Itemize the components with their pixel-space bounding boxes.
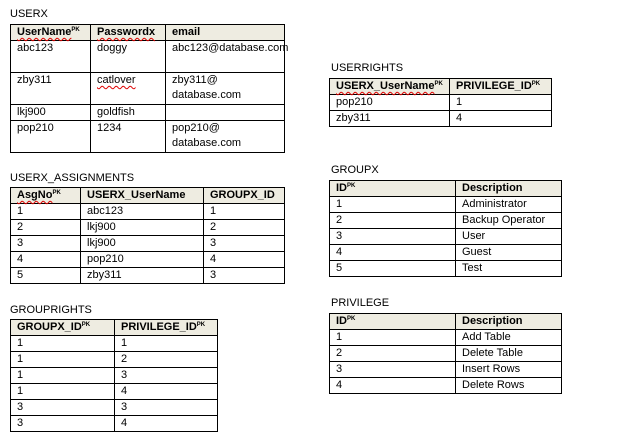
column-header-label: Passwordx [97,26,156,38]
table-cell: 1 [450,95,552,111]
header-row [11,188,285,204]
table-cell: abc123 [81,204,204,220]
table-cell: 1 [330,330,456,346]
column-header [166,25,285,41]
column-header [330,79,450,95]
column-header [11,320,115,336]
column-header [450,79,552,95]
userrights-table [329,78,552,127]
table-row [11,268,285,284]
table-cell: 3 [204,268,285,284]
table-cell: 2 [204,220,285,236]
primary-key-marker: PK [52,190,61,196]
table-row [11,384,218,400]
table-cell: 1 [11,204,81,220]
assignments-table [10,187,285,284]
column-header-label: GROUPX_ID [210,189,275,201]
table-row [330,197,562,213]
table-cell [166,105,285,121]
column-header [456,314,562,330]
table-cell: 1234 [91,121,166,153]
column-header-label: ID [336,315,347,327]
table-cell: 1 [11,336,115,352]
table-cell: zby311 [330,111,450,127]
table-cell: 2 [11,220,81,236]
table-cell: 1 [11,352,115,368]
table-row [11,252,285,268]
table-cell: 3 [11,236,81,252]
table-cell: Administrator [456,197,562,213]
table-row [11,41,285,73]
table-row [330,111,552,127]
header-row [11,25,285,41]
table-row [11,368,218,384]
column-header [330,181,456,197]
table-cell: 5 [11,268,81,284]
primary-key-marker: PK [434,81,443,87]
table-cell: zby311 [11,73,91,105]
table-row [11,352,218,368]
table-row [11,336,218,352]
column-header-label: USERX_UserName [87,189,186,201]
table-cell: 3 [330,362,456,378]
column-header [456,181,562,197]
column-header-label: PRIVILEGE_ID [121,321,197,333]
table-cell [91,73,166,105]
header-row [11,320,218,336]
primary-key-marker: PK [347,183,356,189]
table-row [11,416,218,432]
table-row [11,400,218,416]
userrights-title: USERRIGHTS [331,62,404,74]
primary-key-marker: PK [196,322,206,328]
table-cell: 2 [115,352,218,368]
table-cell: 1 [330,197,456,213]
column-header-label: UserName [17,26,72,38]
table-cell: pop210@ database.com [166,121,285,153]
table-cell: Delete Table [456,346,562,362]
table-cell: 3 [115,368,218,384]
table-cell: Backup Operator [456,213,562,229]
column-header [81,188,204,204]
table-row [330,245,562,261]
header-row [330,181,562,197]
primary-key-marker: PK [71,27,80,33]
table-row [330,95,552,111]
table-row [330,330,562,346]
table-cell: pop210 [81,252,204,268]
table-cell: 1 [11,368,115,384]
table-cell: 4 [204,252,285,268]
header-row [330,79,552,95]
table-cell: pop210 [330,95,450,111]
column-header [11,25,91,41]
table-cell: abc123 [11,41,91,73]
table-row [330,378,562,394]
column-header-label: Description [462,315,523,327]
header-row [330,314,562,330]
column-header-label: email [172,26,201,38]
table-cell: 1 [115,336,218,352]
table-cell: lkj900 [81,236,204,252]
privilege-title: PRIVILEGE [331,297,390,309]
table-cell: 4 [115,384,218,400]
column-header-label: Description [462,182,523,194]
table-cell: abc123@database.com [166,41,285,73]
column-header-label: USERX_UserName [336,80,435,92]
table-cell: zby311@ database.com [166,73,285,105]
table-row [330,346,562,362]
table-cell: lkj900 [81,220,204,236]
column-header [91,25,166,41]
primary-key-marker: PK [347,316,356,322]
table-row [330,229,562,245]
table-cell: 3 [330,229,456,245]
table-cell: Add Table [456,330,562,346]
table-cell: goldfish [91,105,166,121]
table-cell: 1 [11,384,115,400]
table-cell: pop210 [11,121,91,153]
column-header-label: PRIVILEGE_ID [456,80,532,92]
userx-table [10,24,289,153]
table-cell: 2 [330,346,456,362]
table-cell: Insert Rows [456,362,562,378]
groupx-title: GROUPX [331,164,379,176]
table-row [11,105,285,121]
table-cell: 5 [330,261,456,277]
grouprights-table [10,319,218,432]
table-row [330,213,562,229]
table-row [11,220,285,236]
column-header-label: GROUPX_ID [17,321,82,333]
table-cell: Guest [456,245,562,261]
table-cell: User [456,229,562,245]
primary-key-marker: PK [531,81,541,87]
groupx-table [329,180,562,277]
assignments-title: USERX_ASSIGNMENTS [10,172,135,184]
column-header-label: ID [336,182,347,194]
column-header [11,188,81,204]
table-row [11,73,285,105]
grouprights-title: GROUPRIGHTS [10,304,92,316]
table-cell: 3 [11,400,115,416]
table-row [330,261,562,277]
table-cell: 3 [204,236,285,252]
table-cell: Test [456,261,562,277]
column-header [115,320,218,336]
table-cell: 3 [115,400,218,416]
primary-key-marker: PK [81,322,91,328]
table-row [11,236,285,252]
table-cell: 4 [450,111,552,127]
table-cell: 2 [330,213,456,229]
table-cell: 4 [115,416,218,432]
table-cell: Delete Rows [456,378,562,394]
table-row [11,204,285,220]
table-cell: zby311 [81,268,204,284]
table-row [330,362,562,378]
table-row [11,121,285,153]
column-header [204,188,285,204]
table-cell: 4 [11,252,81,268]
cell-text: catlover [97,74,136,86]
privilege-table [329,313,562,394]
table-cell: 4 [330,378,456,394]
table-cell: lkj900 [11,105,91,121]
table-cell: doggy [91,41,166,73]
column-header-label: AsgNo [17,189,53,201]
table-cell: 3 [11,416,115,432]
userx-title: USERX [10,8,48,20]
column-header [330,314,456,330]
table-cell: 4 [330,245,456,261]
table-cell: 1 [204,204,285,220]
